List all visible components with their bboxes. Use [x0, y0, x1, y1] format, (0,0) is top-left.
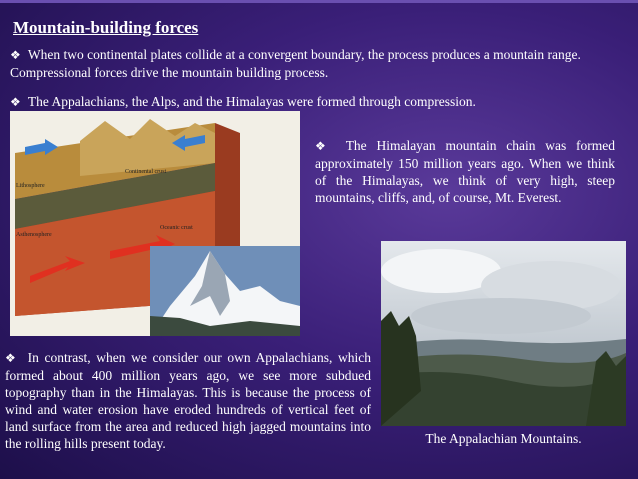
bullet-text: The Himalayan mountain chain was formed approximately 150 million years ago. When we think of the Himalayas, we think of very high, steep mountains, cliffs, and, of course, Mt. Everest.	[315, 138, 615, 205]
bullet-icon: ❖	[10, 95, 21, 109]
himalaya-photo	[150, 246, 300, 336]
bullet-icon: ❖	[315, 139, 333, 153]
bullet-text: In contrast, when we consider our own Appalachians, which formed about 400 million years ago, we see more subdued topography than in the Himalayas. This is because the process of wind and water erosion have eroded hundreds of vertical feet of land surface from the area and reduced high jagged mountains into the rolling hills present today.	[5, 350, 372, 451]
appalachian-mountains-photo	[381, 241, 626, 426]
bullet-icon: ❖	[5, 351, 19, 365]
bullet-icon: ❖	[10, 48, 21, 62]
top-accent-bar	[0, 0, 638, 3]
photo-caption: The Appalachian Mountains.	[425, 431, 582, 446]
label-lithosphere: Lithosphere	[16, 183, 45, 189]
bullet-compression-ranges	[10, 93, 630, 111]
slide-title: Mountain-building forces	[13, 18, 199, 37]
bullet-convergent-boundary	[10, 46, 630, 81]
bullet-appalachians-erosion	[5, 349, 371, 452]
appalachian-landscape	[381, 241, 626, 426]
bullet-himalayan-chain	[315, 137, 615, 206]
label-continental-crust: Continental crust	[125, 169, 167, 175]
label-oceanic-crust: Oceanic crust	[160, 225, 193, 231]
label-asthenosphere: Asthenosphere	[16, 232, 52, 238]
bullet-text: The Appalachians, the Alps, and the Himalayas were formed through compression.	[27, 94, 476, 109]
bullet-text: When two continental plates collide at a convergent boundary, the process produces a mountain range. Compressional forces drive the mountain building process.	[10, 47, 581, 80]
plate-collision-diagram	[10, 111, 300, 336]
